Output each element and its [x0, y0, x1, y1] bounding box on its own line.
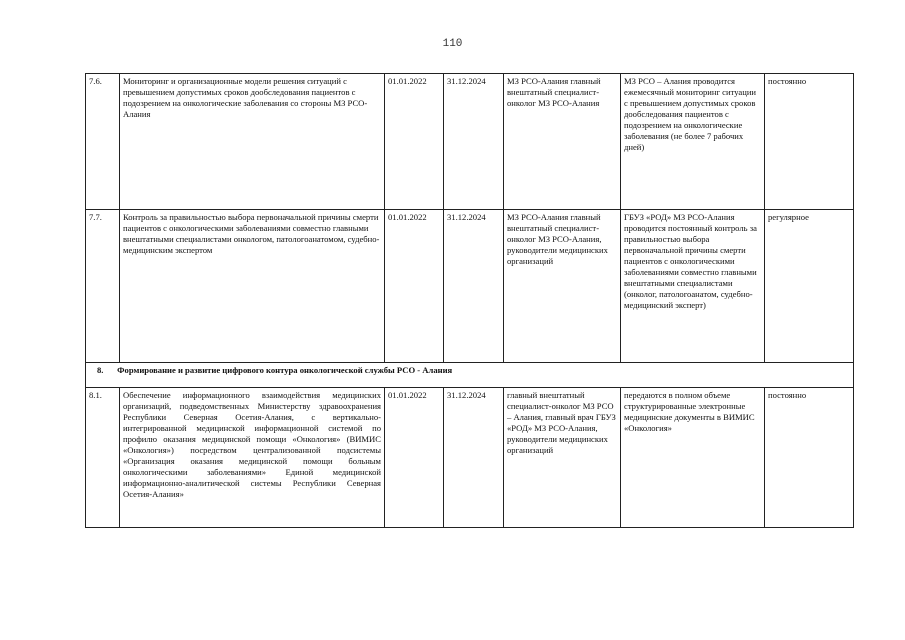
row-number: 7.6.	[86, 74, 120, 210]
row-result: МЗ РСО – Алания проводится ежемесячный мониторинг ситуации с превышением допустимых сроков дообследования пациентов с подозрением на онкологические заболевания (не более 7 рабочих дней)	[621, 74, 765, 210]
table-row	[86, 210, 854, 363]
row-end-date: 31.12.2024	[444, 74, 504, 210]
row-periodicity: постоянно	[765, 74, 854, 210]
row-responsible: МЗ РСО-Алания главный внештатный специалист-онколог МЗ РСО-Алания, руководители медицинских организаций	[504, 210, 621, 363]
row-description: Мониторинг и организационные модели решения ситуаций с превышением допустимых сроков дообследования пациентов с подозрением на онкологические заболевания со стороны МЗ РСО-Алания	[120, 74, 385, 210]
row-number: 7.7.	[86, 210, 120, 363]
row-periodicity: регулярное	[765, 210, 854, 363]
section-heading-row	[86, 363, 854, 388]
section-title: Формирование и развитие цифрового контура онкологической службы РСО - Алания	[117, 365, 453, 375]
row-responsible: главный внештатный специалист-онколог МЗ РСО – Алания, главный врач ГБУЗ «РОД» МЗ РСО-Алания, руководители медицинских организаций	[504, 388, 621, 528]
row-start-date: 01.01.2022	[385, 388, 444, 528]
row-start-date: 01.01.2022	[385, 210, 444, 363]
row-number: 8.1.	[86, 388, 120, 528]
row-end-date: 31.12.2024	[444, 210, 504, 363]
row-periodicity: постоянно	[765, 388, 854, 528]
row-end-date: 31.12.2024	[444, 388, 504, 528]
action-plan-table	[85, 73, 854, 528]
row-start-date: 01.01.2022	[385, 74, 444, 210]
row-description: Контроль за правильностью выбора первоначальной причины смерти пациентов с онкологическими заболеваниями совместно главными внештатными специалистами онкологом, патологоанатомом, судебно-медицинским экспертом	[120, 210, 385, 363]
row-responsible: МЗ РСО-Алания главный внештатный специалист-онколог МЗ РСО-Алания	[504, 74, 621, 210]
row-result: ГБУЗ «РОД» МЗ РСО-Алания проводится постоянный контроль за правильностью выбора первоначальной причины смерти пациентов с онкологическими заболеваниями совместно главными внештатными специалистами (онколог, патологоанатом, судебно-медицинский эксперт)	[621, 210, 765, 363]
page-number: 110	[442, 38, 463, 50]
table-row	[86, 388, 854, 528]
row-result: передаются в полном объеме структурированные электронные медицинские документы в ВИМИС «Онкология»	[621, 388, 765, 528]
section-number: 8.	[97, 365, 104, 375]
table-row	[86, 74, 854, 210]
section-heading	[86, 363, 854, 388]
row-description: Обеспечение информационного взаимодействия медицинских организаций, подведомственных Министерству здравоохранения Республики Северная Осетия-Алания, с вертикально-интегрированной медицинской информационной системой по профилю оказания медицинской помощи «Онкология» (ВИМИС «Онкология») посредством централизованной подсистемы «Организация оказания медицинской помощи больным онкологическими заболеваниями» Единой медицинской информационно-аналитической системы Республики Северная Осетия-Алания»	[120, 388, 385, 528]
